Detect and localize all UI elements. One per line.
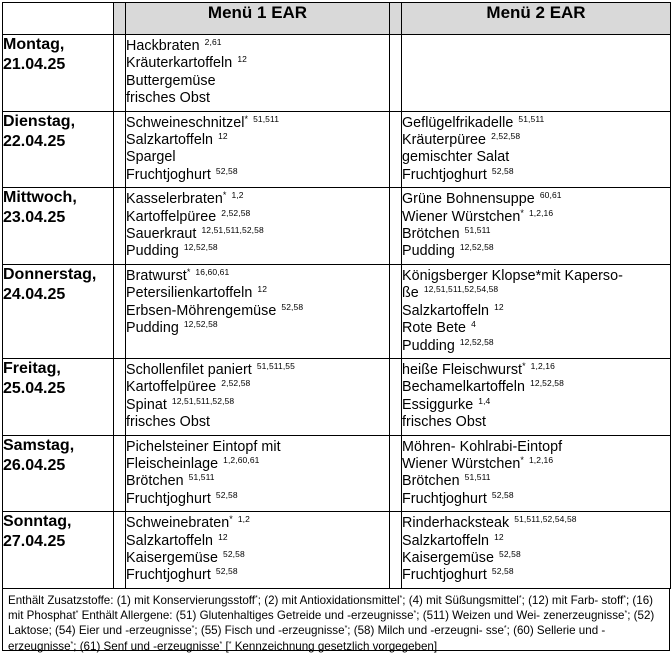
dish-allergen-codes: 12,52,58 xyxy=(459,242,494,253)
dish-item xyxy=(126,226,389,243)
dish-name: Brötchen xyxy=(402,226,460,243)
dish-name: Schollenfilet paniert xyxy=(126,361,252,378)
header-gap-cell xyxy=(390,3,402,35)
day-name: Dienstag, xyxy=(3,112,76,130)
dish-allergen-codes: 52,58 xyxy=(215,566,238,577)
dish-allergen-codes: 51,511 xyxy=(188,472,215,483)
legend-text: ; (2) mit Antioxidationsmittel xyxy=(257,593,400,607)
dish-list xyxy=(126,436,389,512)
day-cell xyxy=(3,188,114,265)
dish-item xyxy=(402,439,670,456)
dish-item xyxy=(402,132,670,149)
menu2-cell xyxy=(402,35,671,112)
dish-name: Rinderhacksteak xyxy=(402,515,510,532)
dish-name: Wiener Würstchen xyxy=(402,208,521,225)
day-cell xyxy=(3,35,114,112)
menu2-spacer xyxy=(390,358,402,435)
legend-star: * xyxy=(75,610,79,618)
day-name: Donnerstag, xyxy=(3,265,97,283)
dish-name: Spargel xyxy=(126,149,176,166)
dish-allergen-codes: 51,511,55 xyxy=(256,360,295,371)
dish-allergen-codes: 51,511,52,54,58 xyxy=(514,514,577,525)
legend-star: * xyxy=(228,640,232,648)
dish-list xyxy=(126,512,389,588)
legend-text: ; (16) mit Phosphat xyxy=(8,593,654,623)
dish-list xyxy=(126,359,389,435)
dish-item xyxy=(126,515,389,532)
dish-list xyxy=(402,359,670,435)
day-row xyxy=(3,512,671,589)
menu1-cell xyxy=(126,358,390,435)
menu2-spacer xyxy=(390,188,402,265)
menu1-cell xyxy=(126,435,390,512)
menu-body xyxy=(3,35,671,589)
dish-list xyxy=(126,188,389,264)
dish-allergen-codes: 2,61 xyxy=(204,37,222,47)
dish-item xyxy=(402,115,670,132)
day-date: 21.04.25 xyxy=(3,56,66,73)
dish-allergen-codes: 12 xyxy=(218,531,228,542)
dish-star-marker: * xyxy=(244,113,249,124)
dish-name: Kräuterkartoffeln xyxy=(126,55,233,72)
dish-allergen-codes: 51,511 xyxy=(464,225,491,236)
dish-name: Essiggurke xyxy=(402,396,474,413)
dish-item xyxy=(402,550,670,567)
dish-allergen-codes: 12 xyxy=(237,54,247,65)
dish-item xyxy=(402,320,670,337)
dish-name: Königsberger Klopse*mit Kaperso- xyxy=(402,267,623,284)
menu2-cell xyxy=(402,188,671,265)
dish-name: Kaisergemüse xyxy=(126,549,218,566)
day-date: 25.04.25 xyxy=(3,379,66,397)
day-name: Samstag, xyxy=(3,436,75,454)
dish-name: Fruchtjoghurt xyxy=(402,490,487,507)
dish-item xyxy=(126,38,389,55)
dish-item xyxy=(126,115,389,132)
dish-item xyxy=(126,243,389,260)
dish-list xyxy=(402,265,670,358)
day-date: 26.04.25 xyxy=(3,456,66,474)
header-gap-cell xyxy=(114,3,126,35)
menu1-spacer xyxy=(114,435,126,512)
day-date: 27.04.25 xyxy=(3,533,66,551)
dish-star-marker: * xyxy=(520,207,524,218)
dish-item xyxy=(126,149,389,166)
dish-item xyxy=(126,209,389,226)
dish-allergen-codes: 2,52,58 xyxy=(221,207,251,218)
menu2-spacer xyxy=(390,435,402,512)
dish-item xyxy=(402,243,670,260)
dish-allergen-codes: 12,52,58 xyxy=(530,378,564,389)
dish-item xyxy=(402,191,670,208)
legend-star: * xyxy=(413,610,417,618)
dish-name: Fleischeinlage xyxy=(126,455,219,472)
menu1-cell xyxy=(126,111,390,188)
dish-list xyxy=(402,112,670,188)
legend-text: [ xyxy=(222,639,229,653)
menu2-spacer xyxy=(390,35,402,112)
dish-item xyxy=(126,550,389,567)
day-row xyxy=(3,111,671,188)
day-row xyxy=(3,188,671,265)
dish-item xyxy=(126,362,389,379)
dish-star-marker: * xyxy=(229,514,233,525)
dish-item xyxy=(402,268,670,285)
header-row xyxy=(3,3,671,35)
dish-allergen-codes: 1,2 xyxy=(231,190,244,201)
dish-item xyxy=(402,397,670,414)
menu1-spacer xyxy=(114,358,126,435)
dish-name: Wiener Würstchen xyxy=(402,455,521,472)
dish-allergen-codes: 12 xyxy=(257,284,268,295)
dish-name: Buttergemüse xyxy=(126,72,216,89)
dish-star-marker: * xyxy=(186,266,191,277)
menu2-cell xyxy=(402,111,671,188)
dish-allergen-codes: 1,2,16 xyxy=(528,207,554,218)
legend-text: ; (4) mit Süßungsmittel xyxy=(402,593,519,607)
dish-name: gemischter Salat xyxy=(402,149,510,166)
menu1-spacer xyxy=(114,264,126,358)
dish-allergen-codes: 60,61 xyxy=(539,190,562,201)
dish-item xyxy=(126,303,389,320)
dish-star-marker: * xyxy=(520,454,524,465)
dish-item xyxy=(402,567,670,584)
day-date: 24.04.25 xyxy=(3,285,66,303)
dish-name: Fruchtjoghurt xyxy=(402,166,487,183)
dish-name: Geflügelfrikadelle xyxy=(402,114,514,131)
menu1-cell xyxy=(126,35,390,112)
dish-allergen-codes: 2,52,58 xyxy=(491,131,521,142)
dish-item xyxy=(402,456,670,473)
dish-item xyxy=(402,167,670,184)
dish-item xyxy=(402,226,670,243)
dish-item xyxy=(402,533,670,550)
legend-text: ; (61) Senf und -erzeugnisse xyxy=(73,639,220,653)
dish-item xyxy=(126,132,389,149)
dish-list xyxy=(402,436,670,512)
legend-star: * xyxy=(623,594,626,602)
legend-text: ; (58) Milch und -erzeugni- xyxy=(347,624,483,638)
dish-item xyxy=(126,167,389,184)
dish-item xyxy=(126,191,389,208)
dish-allergen-codes: 12 xyxy=(494,531,504,542)
dish-name: Salzkartoffeln xyxy=(402,532,490,549)
header-blank-cell xyxy=(3,3,114,35)
legend-text: ; (12) mit Farb- xyxy=(521,593,599,607)
day-cell xyxy=(3,512,114,589)
day-row xyxy=(3,264,671,358)
menu1-header: Menü 1 EAR xyxy=(126,3,390,35)
dish-name: Kaisergemüse xyxy=(402,549,494,566)
dish-item xyxy=(126,379,389,396)
dish-name: Bechamelkartoffeln xyxy=(402,379,526,396)
dish-allergen-codes: 52,58 xyxy=(223,548,245,559)
menu2-cell xyxy=(402,358,671,435)
legend-star: * xyxy=(191,625,195,633)
menu1-cell xyxy=(126,264,390,358)
dish-allergen-codes: 52,58 xyxy=(491,165,514,176)
dish-list xyxy=(126,35,389,111)
dish-item xyxy=(402,414,670,431)
dish-list xyxy=(126,112,389,188)
dish-name: frisches Obst xyxy=(126,90,211,107)
dish-name: Salzkartoffeln xyxy=(126,532,214,549)
dish-star-marker: * xyxy=(522,360,526,371)
dish-allergen-codes: 51,511 xyxy=(464,472,491,483)
dish-name: Fruchtjoghurt xyxy=(126,490,211,507)
legend-star: * xyxy=(399,594,403,602)
dish-allergen-codes: 12 xyxy=(218,131,228,142)
legend-text: ; (511) Weizen und Wei- xyxy=(416,609,541,623)
dish-item xyxy=(126,414,389,431)
legend-star: * xyxy=(624,610,628,618)
dish-allergen-codes: 12 xyxy=(494,301,504,312)
dish-name: Schweinebraten xyxy=(126,515,230,532)
dish-allergen-codes: 12,51,511,52,54,58 xyxy=(423,284,499,295)
dish-item xyxy=(402,473,670,490)
dish-allergen-codes: 52,58 xyxy=(215,489,238,500)
dish-name: Pichelsteiner Eintopf mit xyxy=(126,438,281,455)
dish-item xyxy=(126,55,389,72)
dish-item xyxy=(126,533,389,550)
dish-list xyxy=(126,265,389,341)
day-name: Freitag, xyxy=(3,359,61,377)
dish-item xyxy=(126,397,389,414)
dish-name: Pudding xyxy=(126,243,179,260)
day-cell xyxy=(3,111,114,188)
legend-text: ; (52) Laktose; (54) Eier und -erzeugnisse xyxy=(8,609,655,638)
menu2-cell xyxy=(402,264,671,358)
menu1-cell xyxy=(126,188,390,265)
dish-allergen-codes: 2,52,58 xyxy=(221,378,251,389)
dish-name: Salzkartoffeln xyxy=(126,132,214,149)
dish-item xyxy=(126,73,389,90)
dish-item xyxy=(126,491,389,508)
dish-name: Schweineschnitzel xyxy=(126,114,245,131)
dish-item xyxy=(126,268,389,285)
dish-allergen-codes: 52,58 xyxy=(499,548,521,559)
dish-name: Pudding xyxy=(402,337,455,354)
dish-name: Grüne Bohnensuppe xyxy=(402,191,535,208)
dish-name: heiße Fleischwurst xyxy=(402,361,523,378)
legend-text: Kennzeichnung gesetzlich vorgegeben] xyxy=(231,639,438,653)
dish-item xyxy=(126,439,389,456)
dish-name: Salzkartoffeln xyxy=(402,302,490,319)
day-cell xyxy=(3,358,114,435)
legend-star: * xyxy=(70,640,74,648)
legend-star: * xyxy=(518,594,522,602)
dish-list xyxy=(402,188,670,264)
weekly-menu-table xyxy=(2,2,671,589)
menu2-spacer xyxy=(390,264,402,358)
menu-sheet xyxy=(2,2,670,651)
dish-allergen-codes: 1,2 xyxy=(237,514,250,525)
legend-text: ; (55) Fisch und -erzeugnisse xyxy=(194,624,345,638)
dish-item xyxy=(402,338,670,355)
legend-star: * xyxy=(219,640,223,648)
dish-allergen-codes: 4 xyxy=(471,319,476,330)
dish-allergen-codes: 52,58 xyxy=(491,489,514,500)
dish-list xyxy=(402,35,670,41)
dish-item xyxy=(402,379,670,396)
dish-allergen-codes: 51,511 xyxy=(253,113,280,124)
day-cell xyxy=(3,435,114,512)
dish-name: ße xyxy=(402,285,419,302)
dish-allergen-codes: 52,58 xyxy=(215,165,238,176)
menu1-spacer xyxy=(114,111,126,188)
dish-name: Kasselerbraten xyxy=(126,191,223,208)
menu2-header: Menü 2 EAR xyxy=(402,3,671,35)
legend-text: Enthält Zusatzstoffe: (1) mit Konservierungsstoff xyxy=(8,593,256,607)
day-row xyxy=(3,35,671,112)
day-row xyxy=(3,435,671,512)
menu1-spacer xyxy=(114,35,126,112)
dish-item xyxy=(402,209,670,226)
dish-allergen-codes: 12,52,58 xyxy=(183,242,218,253)
legend-star: * xyxy=(344,625,348,633)
dish-name: Kartoffelpüree xyxy=(126,208,217,225)
day-row xyxy=(3,358,671,435)
dish-name: Hackbraten xyxy=(126,38,200,54)
dish-allergen-codes: 1,2,16 xyxy=(530,360,555,371)
dish-name: Kartoffelpüree xyxy=(126,379,217,396)
dish-allergen-codes: 52,58 xyxy=(281,301,304,312)
menu2-spacer xyxy=(390,512,402,589)
dish-item xyxy=(126,90,389,107)
dish-name: Fruchtjoghurt xyxy=(402,567,487,584)
dish-item xyxy=(402,303,670,320)
legend-star: * xyxy=(255,594,258,602)
dish-item xyxy=(402,149,670,166)
dish-name: Erbsen-Möhrengemüse xyxy=(126,302,277,319)
dish-allergen-codes: 1,2,16 xyxy=(528,454,554,465)
dish-item xyxy=(402,285,670,302)
dish-name: Möhren- Kohlrabi-Eintopf xyxy=(402,438,563,455)
dish-name: Petersilienkartoffeln xyxy=(126,285,253,302)
dish-allergen-codes: 51,511 xyxy=(518,113,545,124)
dish-name: frisches Obst xyxy=(126,414,211,431)
dish-allergen-codes: 1,4 xyxy=(478,395,491,406)
dish-item xyxy=(402,491,670,508)
dish-allergen-codes: 12,51,511,52,58 xyxy=(171,395,235,406)
day-date: 23.04.25 xyxy=(3,209,66,227)
legend-text: zenerzeugnisse xyxy=(543,609,625,623)
dish-item xyxy=(402,362,670,379)
dish-star-marker: * xyxy=(222,190,227,201)
dish-name: Brötchen xyxy=(402,473,460,490)
dish-name: Pudding xyxy=(402,243,455,260)
menu1-spacer xyxy=(114,512,126,589)
dish-name: frisches Obst xyxy=(402,414,487,431)
dish-name: Sauerkraut xyxy=(126,226,197,243)
menu2-spacer xyxy=(390,111,402,188)
menu1-spacer xyxy=(114,188,126,265)
dish-allergen-codes: 16,60,61 xyxy=(195,266,230,277)
menu2-cell xyxy=(402,512,671,589)
day-name: Montag, xyxy=(3,36,65,53)
legend-star: * xyxy=(503,625,507,633)
dish-name: Fruchtjoghurt xyxy=(126,567,211,584)
dish-name: Kräuterpüree xyxy=(402,132,487,149)
dish-name: Rote Bete xyxy=(402,320,467,337)
dish-allergen-codes: 12,51,511,52,58 xyxy=(201,225,264,236)
dish-item xyxy=(126,567,389,584)
legend-text: sse xyxy=(485,624,504,638)
legend-text: ; (60) Sellerie und -erzeugnisse xyxy=(8,624,606,653)
dish-item xyxy=(126,320,389,337)
dish-item xyxy=(126,456,389,473)
menu2-cell xyxy=(402,435,671,512)
day-cell xyxy=(3,264,114,358)
dish-name: Pudding xyxy=(126,320,179,337)
menu1-cell xyxy=(126,512,390,589)
dish-item xyxy=(126,285,389,302)
dish-allergen-codes: 12,52,58 xyxy=(459,336,494,347)
legend-text: Enthält Allergene: (51) Glutenhaltiges Getreide und -erzeugnisse xyxy=(78,609,414,623)
dish-allergen-codes: 1,2,60,61 xyxy=(223,454,260,465)
dish-allergen-codes: 12,52,58 xyxy=(183,319,218,330)
dish-name: Fruchtjoghurt xyxy=(126,166,211,183)
dish-name: Spinat xyxy=(126,396,167,413)
additives-allergens-legend xyxy=(2,589,670,651)
dish-name: Bratwurst xyxy=(126,267,187,284)
dish-list xyxy=(402,512,670,588)
dish-item xyxy=(402,515,670,532)
dish-name: Brötchen xyxy=(126,473,184,490)
day-name: Mittwoch, xyxy=(3,189,77,207)
day-date: 22.04.25 xyxy=(3,132,66,150)
dish-allergen-codes: 52,58 xyxy=(491,566,514,577)
day-name: Sonntag, xyxy=(3,513,72,531)
legend-text: stoff xyxy=(601,593,624,607)
dish-item xyxy=(126,473,389,490)
